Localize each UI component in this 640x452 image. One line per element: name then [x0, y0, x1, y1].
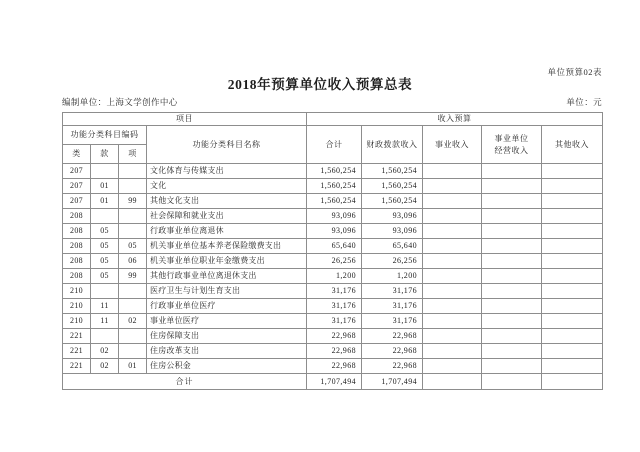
cell-itm [119, 209, 147, 224]
cell-other [542, 239, 603, 254]
table-row [63, 224, 603, 239]
cell-cls: 207 [63, 164, 91, 179]
cell-itm: 99 [119, 269, 147, 284]
header-total: 合计 [307, 126, 362, 164]
cell-business [423, 239, 482, 254]
cell-name: 住房改革支出 [147, 344, 307, 359]
cell-itm [119, 179, 147, 194]
cell-operating [482, 359, 542, 374]
cell-total: 31,176 [307, 314, 362, 329]
cell-sec [91, 164, 119, 179]
header-code-class: 类 [63, 145, 91, 164]
cell-total: 31,176 [307, 299, 362, 314]
cell-itm: 06 [119, 254, 147, 269]
cell-business [423, 209, 482, 224]
budget-table [62, 112, 603, 390]
cell-sec: 11 [91, 299, 119, 314]
cell-business [423, 269, 482, 284]
cell-name: 文化 [147, 179, 307, 194]
cell-other [542, 329, 603, 344]
cell-total: 22,968 [307, 329, 362, 344]
cell-cls: 208 [63, 254, 91, 269]
cell-itm: 05 [119, 239, 147, 254]
table-row [63, 209, 603, 224]
cell-fiscal: 1,200 [362, 269, 423, 284]
header-group-row [63, 113, 603, 126]
cell-name: 住房公积金 [147, 359, 307, 374]
cell-total: 93,096 [307, 209, 362, 224]
header-code-item: 项 [119, 145, 147, 164]
cell-cls: 208 [63, 239, 91, 254]
cell-name: 其他文化支出 [147, 194, 307, 209]
cell-operating [482, 179, 542, 194]
cell-operating [482, 329, 542, 344]
page-title: 2018年预算单位收入预算总表 [227, 77, 413, 92]
cell-itm [119, 284, 147, 299]
cell-business [423, 329, 482, 344]
cell-business [423, 359, 482, 374]
table-row [63, 329, 603, 344]
cell-sec: 02 [91, 344, 119, 359]
cell-itm [119, 329, 147, 344]
cell-name: 行政事业单位医疗 [147, 299, 307, 314]
cell-other [542, 209, 603, 224]
cell-operating [482, 194, 542, 209]
cell-cls: 207 [63, 179, 91, 194]
cell-cls: 221 [63, 329, 91, 344]
cell-business [423, 344, 482, 359]
cell-name: 文化体育与传媒支出 [147, 164, 307, 179]
cell-operating [482, 239, 542, 254]
total-row-fiscal: 1,707,494 [362, 374, 423, 390]
cell-sec: 05 [91, 254, 119, 269]
cell-total: 31,176 [307, 284, 362, 299]
cell-other [542, 254, 603, 269]
cell-fiscal: 1,560,254 [362, 194, 423, 209]
header-operating-income-text: 事业单位经营收入 [494, 133, 529, 155]
cell-itm: 01 [119, 359, 147, 374]
cell-sec: 01 [91, 194, 119, 209]
cell-cls: 210 [63, 299, 91, 314]
header-business-income: 事业收入 [423, 126, 482, 164]
budget-table-body [63, 164, 603, 374]
cell-sec [91, 209, 119, 224]
cell-operating [482, 314, 542, 329]
cell-business [423, 194, 482, 209]
total-row-operating [482, 374, 542, 390]
cell-sec: 05 [91, 269, 119, 284]
cell-sec: 11 [91, 314, 119, 329]
table-row [63, 194, 603, 209]
table-row [63, 269, 603, 284]
cell-operating [482, 269, 542, 284]
cell-itm [119, 164, 147, 179]
header-code-group: 功能分类科目编码 [63, 126, 147, 145]
cell-operating [482, 224, 542, 239]
cell-business [423, 314, 482, 329]
table-row [63, 164, 603, 179]
cell-cls: 210 [63, 314, 91, 329]
header-operating-income [482, 126, 542, 164]
cell-other [542, 284, 603, 299]
cell-sec: 05 [91, 239, 119, 254]
table-row [63, 254, 603, 269]
total-row-label: 合计 [63, 374, 307, 390]
table-row [63, 239, 603, 254]
cell-other [542, 194, 603, 209]
cell-operating [482, 254, 542, 269]
cell-itm: 02 [119, 314, 147, 329]
cell-name: 机关事业单位基本养老保险缴费支出 [147, 239, 307, 254]
header-code-section: 款 [91, 145, 119, 164]
total-row-total: 1,707,494 [307, 374, 362, 390]
cell-fiscal: 22,968 [362, 329, 423, 344]
cell-operating [482, 299, 542, 314]
cell-name: 住房保障支出 [147, 329, 307, 344]
cell-fiscal: 1,560,254 [362, 164, 423, 179]
budget-table-header [63, 113, 603, 164]
cell-sec: 02 [91, 359, 119, 374]
cell-cls: 210 [63, 284, 91, 299]
cell-name: 医疗卫生与计划生育支出 [147, 284, 307, 299]
cell-fiscal: 31,176 [362, 314, 423, 329]
table-row [63, 314, 603, 329]
header-columns-row [63, 126, 603, 145]
cell-name: 行政事业单位离退休 [147, 224, 307, 239]
total-row-business [423, 374, 482, 390]
cell-total: 65,640 [307, 239, 362, 254]
cell-cls: 208 [63, 224, 91, 239]
cell-other [542, 344, 603, 359]
cell-operating [482, 164, 542, 179]
cell-itm: 99 [119, 194, 147, 209]
cell-business [423, 164, 482, 179]
header-other-income: 其他收入 [542, 126, 603, 164]
header-project-group: 项目 [63, 113, 307, 126]
cell-total: 22,968 [307, 359, 362, 374]
cell-cls: 221 [63, 359, 91, 374]
cell-fiscal: 93,096 [362, 224, 423, 239]
cell-other [542, 179, 603, 194]
cell-fiscal: 31,176 [362, 299, 423, 314]
cell-name: 社会保障和就业支出 [147, 209, 307, 224]
form-number-label: 单位预算02表 [547, 67, 602, 77]
cell-fiscal: 26,256 [362, 254, 423, 269]
cell-itm [119, 299, 147, 314]
cell-sec [91, 329, 119, 344]
header-subject-name: 功能分类科目名称 [147, 126, 307, 164]
cell-total: 22,968 [307, 344, 362, 359]
prepared-by-label: 编制单位：上海文学创作中心 [62, 97, 178, 107]
table-row [63, 344, 603, 359]
cell-fiscal: 65,640 [362, 239, 423, 254]
cell-operating [482, 284, 542, 299]
cell-total: 1,200 [307, 269, 362, 284]
cell-fiscal: 31,176 [362, 284, 423, 299]
cell-business [423, 299, 482, 314]
cell-operating [482, 344, 542, 359]
cell-total: 1,560,254 [307, 194, 362, 209]
cell-total: 26,256 [307, 254, 362, 269]
cell-cls: 208 [63, 269, 91, 284]
cell-fiscal: 93,096 [362, 209, 423, 224]
cell-total: 93,096 [307, 224, 362, 239]
cell-other [542, 359, 603, 374]
table-row [63, 179, 603, 194]
table-row [63, 284, 603, 299]
cell-name: 事业单位医疗 [147, 314, 307, 329]
cell-itm [119, 344, 147, 359]
cell-itm [119, 224, 147, 239]
cell-business [423, 284, 482, 299]
cell-name: 机关事业单位职业年金缴费支出 [147, 254, 307, 269]
cell-name: 其他行政事业单位离退休支出 [147, 269, 307, 284]
total-row-other [542, 374, 603, 390]
cell-fiscal: 22,968 [362, 344, 423, 359]
cell-business [423, 224, 482, 239]
header-fiscal-appropriation: 财政拨款收入 [362, 126, 423, 164]
unit-label: 单位：元 [566, 97, 602, 107]
meta-row [62, 96, 602, 108]
cell-business [423, 254, 482, 269]
cell-other [542, 314, 603, 329]
table-row [63, 359, 603, 374]
cell-other [542, 224, 603, 239]
total-row [63, 374, 603, 390]
cell-other [542, 269, 603, 284]
cell-other [542, 164, 603, 179]
cell-cls: 207 [63, 194, 91, 209]
cell-cls: 208 [63, 209, 91, 224]
cell-operating [482, 209, 542, 224]
cell-sec: 05 [91, 224, 119, 239]
cell-fiscal: 1,560,254 [362, 179, 423, 194]
cell-total: 1,560,254 [307, 179, 362, 194]
cell-business [423, 179, 482, 194]
cell-total: 1,560,254 [307, 164, 362, 179]
cell-sec: 01 [91, 179, 119, 194]
cell-sec [91, 284, 119, 299]
table-row [63, 299, 603, 314]
cell-other [542, 299, 603, 314]
cell-cls: 221 [63, 344, 91, 359]
cell-fiscal: 22,968 [362, 359, 423, 374]
header-income-group: 收入预算 [307, 113, 603, 126]
